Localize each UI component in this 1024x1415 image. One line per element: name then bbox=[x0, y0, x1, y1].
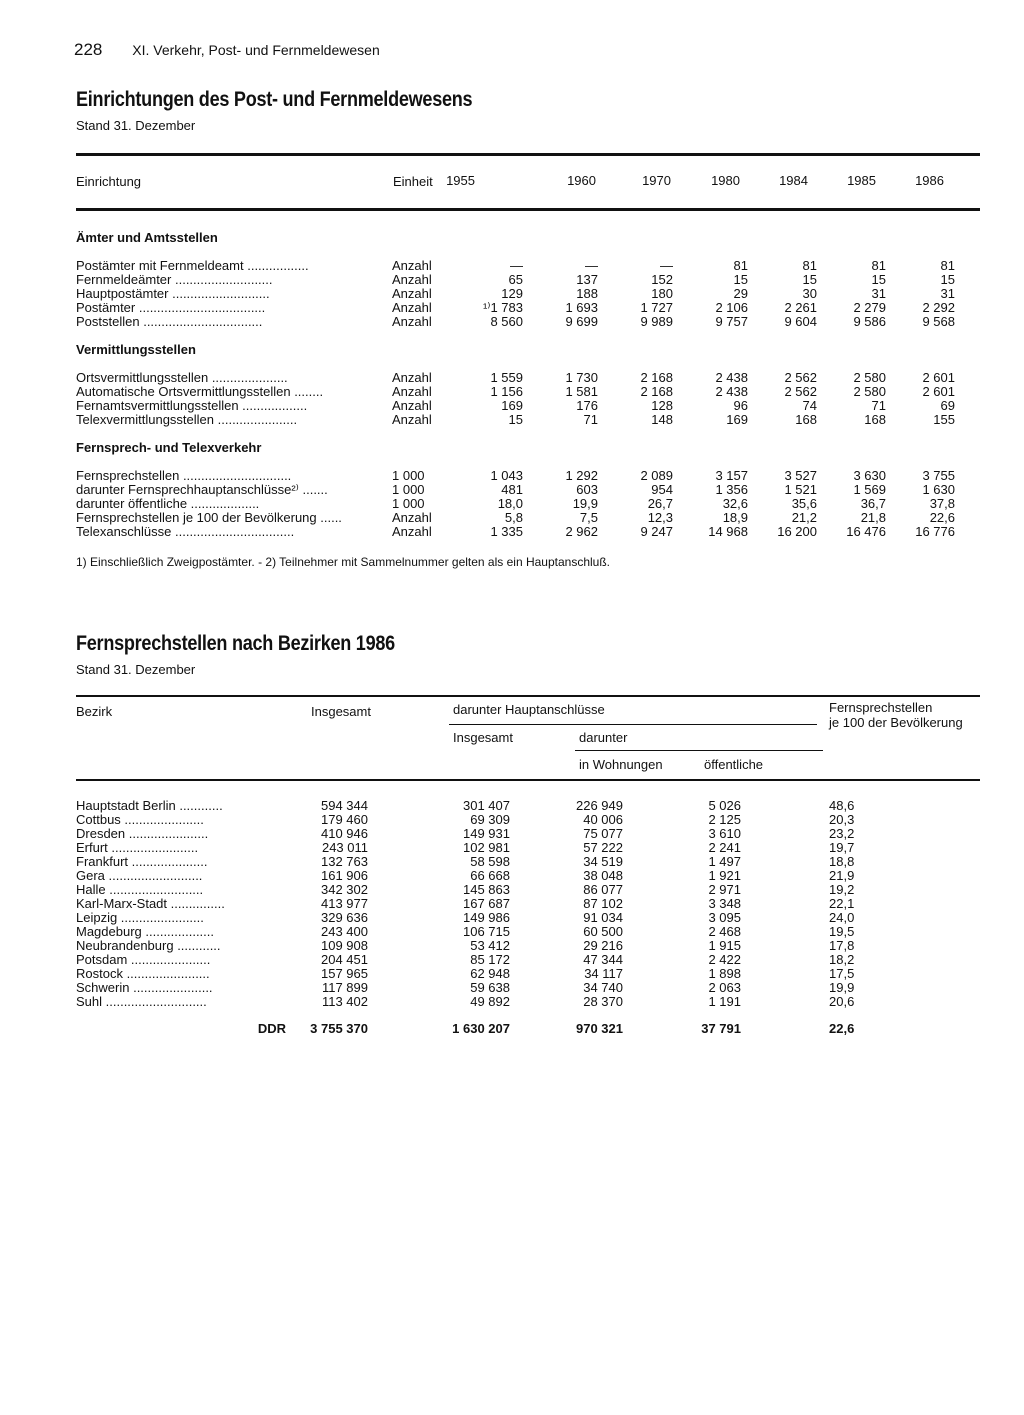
t1-row-unit: Anzahl bbox=[392, 524, 432, 539]
t1-cell: 169 bbox=[501, 398, 523, 413]
t2-row-bezirk: Potsdam ...................... bbox=[76, 953, 211, 967]
t1-cell: 35,6 bbox=[791, 496, 817, 511]
t1-cell: 21,8 bbox=[860, 510, 886, 525]
t2-cell: 1 898 bbox=[708, 966, 741, 981]
t1-col-year: 1980 bbox=[711, 173, 740, 188]
t2-cell: 48,6 bbox=[829, 798, 855, 813]
t1-cell: 168 bbox=[864, 412, 886, 427]
t1-row-unit: 1 000 bbox=[392, 482, 425, 497]
t1-cell: 81 bbox=[802, 258, 817, 273]
t1-cell: 2 580 bbox=[853, 370, 886, 385]
t1-cell: 36,7 bbox=[860, 496, 886, 511]
t2-cell: 20,3 bbox=[829, 812, 855, 827]
t2-cell: 179 460 bbox=[321, 812, 368, 827]
t2-cell: 204 451 bbox=[321, 952, 368, 967]
t1-cell: 9 757 bbox=[715, 314, 748, 329]
t2-cell: 60 500 bbox=[583, 924, 623, 939]
t2-col-hauptanschluesse: darunter Hauptanschlüsse bbox=[453, 702, 605, 717]
t2-cell: 132 763 bbox=[321, 854, 368, 869]
t1-cell: — bbox=[510, 258, 523, 273]
t1-row-unit: Anzahl bbox=[392, 272, 432, 287]
t1-cell: 65 bbox=[508, 272, 523, 287]
running-title: XI. Verkehr, Post- und Fernmeldewesen bbox=[132, 42, 380, 58]
t2-cell: 329 636 bbox=[321, 910, 368, 925]
t1-cell: 1 335 bbox=[490, 524, 523, 539]
t2-cell: 23,2 bbox=[829, 826, 855, 841]
t1-row-label: Fernsprechstellen .............................. bbox=[76, 469, 292, 483]
t2-cell: 62 948 bbox=[470, 966, 510, 981]
t2-cell: 91 034 bbox=[583, 910, 623, 925]
t1-cell: — bbox=[660, 258, 673, 273]
t2-cell: 1 915 bbox=[708, 938, 741, 953]
t2-cell: 106 715 bbox=[463, 924, 510, 939]
t2-sub-rule-1 bbox=[449, 724, 817, 725]
t1-cell: 74 bbox=[802, 398, 817, 413]
t2-col-darunter: darunter bbox=[579, 730, 628, 745]
t1-cell: ¹⁾1 783 bbox=[482, 300, 523, 315]
t2-row-bezirk: Erfurt ........................ bbox=[76, 841, 199, 855]
t1-cell: 1 521 bbox=[784, 482, 817, 497]
t1-cell: 9 699 bbox=[565, 314, 598, 329]
t2-cell: 1 191 bbox=[708, 994, 741, 1009]
t1-cell: 1 630 bbox=[922, 482, 955, 497]
t1-cell: 129 bbox=[501, 286, 523, 301]
t2-cell: 22,1 bbox=[829, 896, 855, 911]
t2-cell: 226 949 bbox=[576, 798, 623, 813]
t2-cell: 19,5 bbox=[829, 924, 855, 939]
t2-row-bezirk: Suhl ............................ bbox=[76, 995, 207, 1009]
t2-cell: 2 063 bbox=[708, 980, 741, 995]
t1-row-unit: Anzahl bbox=[392, 258, 432, 273]
t2-cell: 19,2 bbox=[829, 882, 855, 897]
t1-cell: 2 279 bbox=[853, 300, 886, 315]
t2-row-bezirk: Magdeburg ................... bbox=[76, 925, 215, 939]
t2-total-label: DDR bbox=[257, 1021, 286, 1036]
t2-cell: 413 977 bbox=[321, 896, 368, 911]
t1-cell: 71 bbox=[583, 412, 598, 427]
t1-section-heading: Ämter und Amtsstellen bbox=[76, 230, 218, 245]
t2-total-cell: 970 321 bbox=[576, 1021, 623, 1036]
t1-cell: 16 476 bbox=[846, 524, 886, 539]
t2-cell: 69 309 bbox=[470, 812, 510, 827]
t1-cell: 2 438 bbox=[715, 384, 748, 399]
t1-row-label: darunter Fernsprechhauptanschlüsse²⁾ ....... bbox=[76, 483, 328, 497]
t1-row-unit: Anzahl bbox=[392, 510, 432, 525]
t1-cell: 9 989 bbox=[640, 314, 673, 329]
t2-col-je100-line2: je 100 der Bevölkerung bbox=[829, 715, 963, 730]
t2-cell: 3 095 bbox=[708, 910, 741, 925]
t2-cell: 2 241 bbox=[708, 840, 741, 855]
t1-cell: 69 bbox=[940, 398, 955, 413]
t1-cell: 1 727 bbox=[640, 300, 673, 315]
t1-cell: 2 292 bbox=[922, 300, 955, 315]
t1-col-year: 1955 bbox=[446, 173, 475, 188]
table1-top-rule bbox=[76, 153, 980, 156]
t1-cell: 30 bbox=[802, 286, 817, 301]
t1-col-year: 1986 bbox=[915, 173, 944, 188]
t2-cell: 24,0 bbox=[829, 910, 855, 925]
t1-col-einrichtung: Einrichtung bbox=[76, 174, 142, 189]
t2-row-bezirk: Neubrandenburg ............ bbox=[76, 939, 221, 953]
t2-row-bezirk: Leipzig ....................... bbox=[76, 911, 204, 925]
t1-cell: 2 562 bbox=[784, 384, 817, 399]
t1-cell: 81 bbox=[733, 258, 748, 273]
t2-total-cell: 22,6 bbox=[829, 1021, 855, 1036]
t1-cell: 9 568 bbox=[922, 314, 955, 329]
t2-total-cell: 1 630 207 bbox=[452, 1021, 510, 1036]
t2-cell: 85 172 bbox=[470, 952, 510, 967]
t1-cell: 2 261 bbox=[784, 300, 817, 315]
t1-row-unit: Anzahl bbox=[392, 384, 432, 399]
t1-row-label: Ortsvermittlungsstellen ..................... bbox=[76, 371, 288, 385]
t2-cell: 17,8 bbox=[829, 938, 855, 953]
t1-cell: 176 bbox=[576, 398, 598, 413]
page-header bbox=[74, 40, 380, 60]
t1-row-label: Poststellen ................................. bbox=[76, 315, 263, 329]
t2-cell: 66 668 bbox=[470, 868, 510, 883]
t2-cell: 20,6 bbox=[829, 994, 855, 1009]
t1-cell: 3 157 bbox=[715, 468, 748, 483]
t2-cell: 29 216 bbox=[583, 938, 623, 953]
t1-cell: 180 bbox=[651, 286, 673, 301]
t2-cell: 301 407 bbox=[463, 798, 510, 813]
t2-cell: 3 348 bbox=[708, 896, 741, 911]
t1-cell: 81 bbox=[940, 258, 955, 273]
t1-cell: 2 580 bbox=[853, 384, 886, 399]
t2-cell: 19,9 bbox=[829, 980, 855, 995]
t1-cell: 2 601 bbox=[922, 384, 955, 399]
t2-cell: 49 892 bbox=[470, 994, 510, 1009]
t1-row-unit: Anzahl bbox=[392, 300, 432, 315]
t1-cell: 15 bbox=[508, 412, 523, 427]
t2-cell: 145 863 bbox=[463, 882, 510, 897]
t1-cell: 5,8 bbox=[504, 510, 523, 525]
t1-col-einheit: Einheit bbox=[393, 174, 433, 189]
t2-cell: 18,2 bbox=[829, 952, 855, 967]
t2-col-je100-line1: Fernsprechstellen bbox=[829, 700, 933, 715]
t2-row-bezirk: Hauptstadt Berlin ............ bbox=[76, 799, 223, 813]
table2-top-rule bbox=[76, 695, 980, 697]
t2-cell: 17,5 bbox=[829, 966, 855, 981]
t1-row-label: Fernsprechstellen je 100 der Bevölkerung ...... bbox=[76, 511, 342, 525]
t2-total-cell: 37 791 bbox=[701, 1021, 741, 1036]
t2-cell: 102 981 bbox=[463, 840, 510, 855]
t1-cell: 1 292 bbox=[565, 468, 598, 483]
t1-row-unit: 1 000 bbox=[392, 496, 425, 511]
t1-cell: 16 200 bbox=[777, 524, 817, 539]
t1-row-unit: Anzahl bbox=[392, 398, 432, 413]
t1-section-heading: Fernsprech- und Telexverkehr bbox=[76, 440, 262, 455]
t1-cell: 32,6 bbox=[722, 496, 748, 511]
table1-stand: Stand 31. Dezember bbox=[76, 118, 196, 133]
t1-cell: 1 356 bbox=[715, 482, 748, 497]
t2-row-bezirk: Rostock ....................... bbox=[76, 967, 210, 981]
t2-col-haupt-insgesamt: Insgesamt bbox=[453, 730, 513, 745]
t1-col-year: 1970 bbox=[642, 173, 671, 188]
t1-cell: 3 527 bbox=[784, 468, 817, 483]
t1-cell: 169 bbox=[726, 412, 748, 427]
t2-cell: 18,8 bbox=[829, 854, 855, 869]
t1-cell: 9 604 bbox=[784, 314, 817, 329]
t1-row-label: Automatische Ortsvermittlungsstellen ........ bbox=[76, 385, 324, 399]
t2-cell: 2 125 bbox=[708, 812, 741, 827]
table2-header-rule bbox=[76, 779, 980, 781]
t1-cell: 15 bbox=[871, 272, 886, 287]
t1-col-year: 1985 bbox=[847, 173, 876, 188]
t1-cell: 1 156 bbox=[490, 384, 523, 399]
t2-row-bezirk: Schwerin ...................... bbox=[76, 981, 213, 995]
t1-cell: 1 730 bbox=[565, 370, 598, 385]
t2-cell: 117 899 bbox=[321, 980, 368, 995]
t1-cell: 19,9 bbox=[572, 496, 598, 511]
t2-row-bezirk: Karl-Marx-Stadt ............... bbox=[76, 897, 225, 911]
t1-row-unit: Anzahl bbox=[392, 412, 432, 427]
t1-row-label: Hauptpostämter ........................... bbox=[76, 287, 270, 301]
t1-col-year: 1984 bbox=[779, 173, 808, 188]
t1-cell: 26,7 bbox=[647, 496, 673, 511]
t2-cell: 47 344 bbox=[583, 952, 623, 967]
t1-cell: 137 bbox=[576, 272, 598, 287]
t1-cell: 603 bbox=[576, 482, 598, 497]
t2-cell: 594 344 bbox=[321, 798, 368, 813]
t1-cell: 18,9 bbox=[722, 510, 748, 525]
t1-cell: 71 bbox=[871, 398, 886, 413]
t1-cell: 1 581 bbox=[565, 384, 598, 399]
t1-cell: 481 bbox=[501, 482, 523, 497]
t2-cell: 34 740 bbox=[583, 980, 623, 995]
t1-row-label: Fernmeldeämter ........................... bbox=[76, 273, 273, 287]
t2-cell: 109 908 bbox=[321, 938, 368, 953]
table1-footnote: 1) Einschließlich Zweigpostämter. - 2) Teilnehmer mit Sammelnummer gelten als ein Hauptanschluß. bbox=[76, 555, 610, 569]
table1-title: Einrichtungen des Post- und Fernmeldewesens bbox=[76, 88, 473, 111]
t1-cell: 954 bbox=[651, 482, 673, 497]
t1-cell: 1 043 bbox=[490, 468, 523, 483]
t2-cell: 243 400 bbox=[321, 924, 368, 939]
t2-cell: 86 077 bbox=[583, 882, 623, 897]
t2-cell: 28 370 bbox=[583, 994, 623, 1009]
t1-cell: 7,5 bbox=[579, 510, 598, 525]
t1-cell: 2 962 bbox=[565, 524, 598, 539]
t2-cell: 161 906 bbox=[321, 868, 368, 883]
t1-cell: 152 bbox=[651, 272, 673, 287]
t1-cell: 9 247 bbox=[640, 524, 673, 539]
t2-row-bezirk: Gera .......................... bbox=[76, 869, 203, 883]
t1-cell: 3 630 bbox=[853, 468, 886, 483]
t2-cell: 34 117 bbox=[584, 966, 623, 981]
t2-cell: 3 610 bbox=[708, 826, 741, 841]
t1-cell: 1 559 bbox=[490, 370, 523, 385]
t1-cell: 96 bbox=[733, 398, 748, 413]
t1-row-unit: Anzahl bbox=[392, 314, 432, 329]
t1-cell: — bbox=[585, 258, 598, 273]
t1-cell: 2 168 bbox=[640, 370, 673, 385]
t1-cell: 188 bbox=[576, 286, 598, 301]
t1-row-unit: 1 000 bbox=[392, 468, 425, 483]
t1-row-label: Postämter ................................... bbox=[76, 301, 266, 315]
t1-cell: 31 bbox=[940, 286, 955, 301]
t2-cell: 87 102 bbox=[583, 896, 623, 911]
t1-section-heading: Vermittlungsstellen bbox=[76, 342, 196, 357]
t1-row-label: Postämter mit Fernmeldeamt ................. bbox=[76, 259, 309, 273]
t2-cell: 40 006 bbox=[583, 812, 623, 827]
t1-row-label: Fernamtsvermittlungsstellen .................. bbox=[76, 399, 308, 413]
t1-cell: 128 bbox=[651, 398, 673, 413]
t2-cell: 149 986 bbox=[463, 910, 510, 925]
t2-cell: 75 077 bbox=[583, 826, 623, 841]
t1-cell: 148 bbox=[651, 412, 673, 427]
t2-row-bezirk: Halle .......................... bbox=[76, 883, 204, 897]
t2-cell: 59 638 bbox=[470, 980, 510, 995]
t2-cell: 2 468 bbox=[708, 924, 741, 939]
t1-cell: 8 560 bbox=[490, 314, 523, 329]
t1-cell: 1 569 bbox=[853, 482, 886, 497]
table1-header-rule bbox=[76, 208, 980, 211]
t2-cell: 58 598 bbox=[470, 854, 510, 869]
t1-row-label: darunter öffentliche ................... bbox=[76, 497, 260, 511]
t1-cell: 16 776 bbox=[915, 524, 955, 539]
t1-row-unit: Anzahl bbox=[392, 286, 432, 301]
t1-cell: 31 bbox=[871, 286, 886, 301]
t2-cell: 19,7 bbox=[829, 840, 855, 855]
t1-cell: 15 bbox=[733, 272, 748, 287]
t2-cell: 243 011 bbox=[321, 840, 368, 855]
t2-col-bezirk: Bezirk bbox=[76, 704, 113, 719]
t2-col-wohnungen: in Wohnungen bbox=[579, 757, 663, 772]
t2-cell: 38 048 bbox=[583, 868, 623, 883]
t2-cell: 149 931 bbox=[463, 826, 510, 841]
t2-row-bezirk: Frankfurt ..................... bbox=[76, 855, 208, 869]
t2-cell: 167 687 bbox=[463, 896, 510, 911]
t2-cell: 21,9 bbox=[829, 868, 855, 883]
table2-stand: Stand 31. Dezember bbox=[76, 662, 196, 677]
t2-row-bezirk: Dresden ...................... bbox=[76, 827, 209, 841]
t2-cell: 2 971 bbox=[708, 882, 741, 897]
t1-row-label: Telexanschlüsse ................................. bbox=[76, 525, 295, 539]
t1-cell: 15 bbox=[802, 272, 817, 287]
t1-cell: 3 755 bbox=[922, 468, 955, 483]
t1-cell: 22,6 bbox=[929, 510, 955, 525]
t1-cell: 9 586 bbox=[853, 314, 886, 329]
t1-cell: 14 968 bbox=[708, 524, 748, 539]
t2-row-bezirk: Cottbus ...................... bbox=[76, 813, 204, 827]
t1-cell: 2 438 bbox=[715, 370, 748, 385]
t2-cell: 342 302 bbox=[321, 882, 368, 897]
t2-cell: 410 946 bbox=[321, 826, 368, 841]
t1-cell: 2 601 bbox=[922, 370, 955, 385]
t1-cell: 2 089 bbox=[640, 468, 673, 483]
t2-cell: 57 222 bbox=[583, 840, 623, 855]
t1-row-label: Telexvermittlungsstellen ...................... bbox=[76, 413, 298, 427]
t2-cell: 34 519 bbox=[583, 854, 623, 869]
t2-cell: 157 965 bbox=[321, 966, 368, 981]
t2-cell: 1 497 bbox=[708, 854, 741, 869]
t1-col-year: 1960 bbox=[567, 173, 596, 188]
t1-cell: 2 562 bbox=[784, 370, 817, 385]
t2-sub-rule-2 bbox=[575, 750, 823, 751]
page-number: 228 bbox=[74, 40, 103, 59]
t1-cell: 12,3 bbox=[647, 510, 673, 525]
t2-cell: 53 412 bbox=[470, 938, 510, 953]
t1-cell: 18,0 bbox=[497, 496, 523, 511]
t1-cell: 37,8 bbox=[929, 496, 955, 511]
t1-cell: 2 106 bbox=[715, 300, 748, 315]
table2-title: Fernsprechstellen nach Bezirken 1986 bbox=[76, 632, 395, 655]
t2-col-oeffentliche: öffentliche bbox=[704, 757, 764, 772]
t2-total-cell: 3 755 370 bbox=[310, 1021, 368, 1036]
t1-cell: 155 bbox=[933, 412, 955, 427]
t1-cell: 168 bbox=[795, 412, 817, 427]
t2-cell: 2 422 bbox=[708, 952, 741, 967]
t1-cell: 21,2 bbox=[791, 510, 817, 525]
t1-cell: 81 bbox=[871, 258, 886, 273]
t1-cell: 1 693 bbox=[565, 300, 598, 315]
t2-cell: 1 921 bbox=[708, 868, 741, 883]
t1-cell: 15 bbox=[940, 272, 955, 287]
t2-cell: 113 402 bbox=[321, 994, 368, 1009]
t1-cell: 2 168 bbox=[640, 384, 673, 399]
t2-cell: 5 026 bbox=[708, 798, 741, 813]
t2-col-insgesamt: Insgesamt bbox=[311, 704, 371, 719]
t1-row-unit: Anzahl bbox=[392, 370, 432, 385]
t1-cell: 29 bbox=[733, 286, 748, 301]
